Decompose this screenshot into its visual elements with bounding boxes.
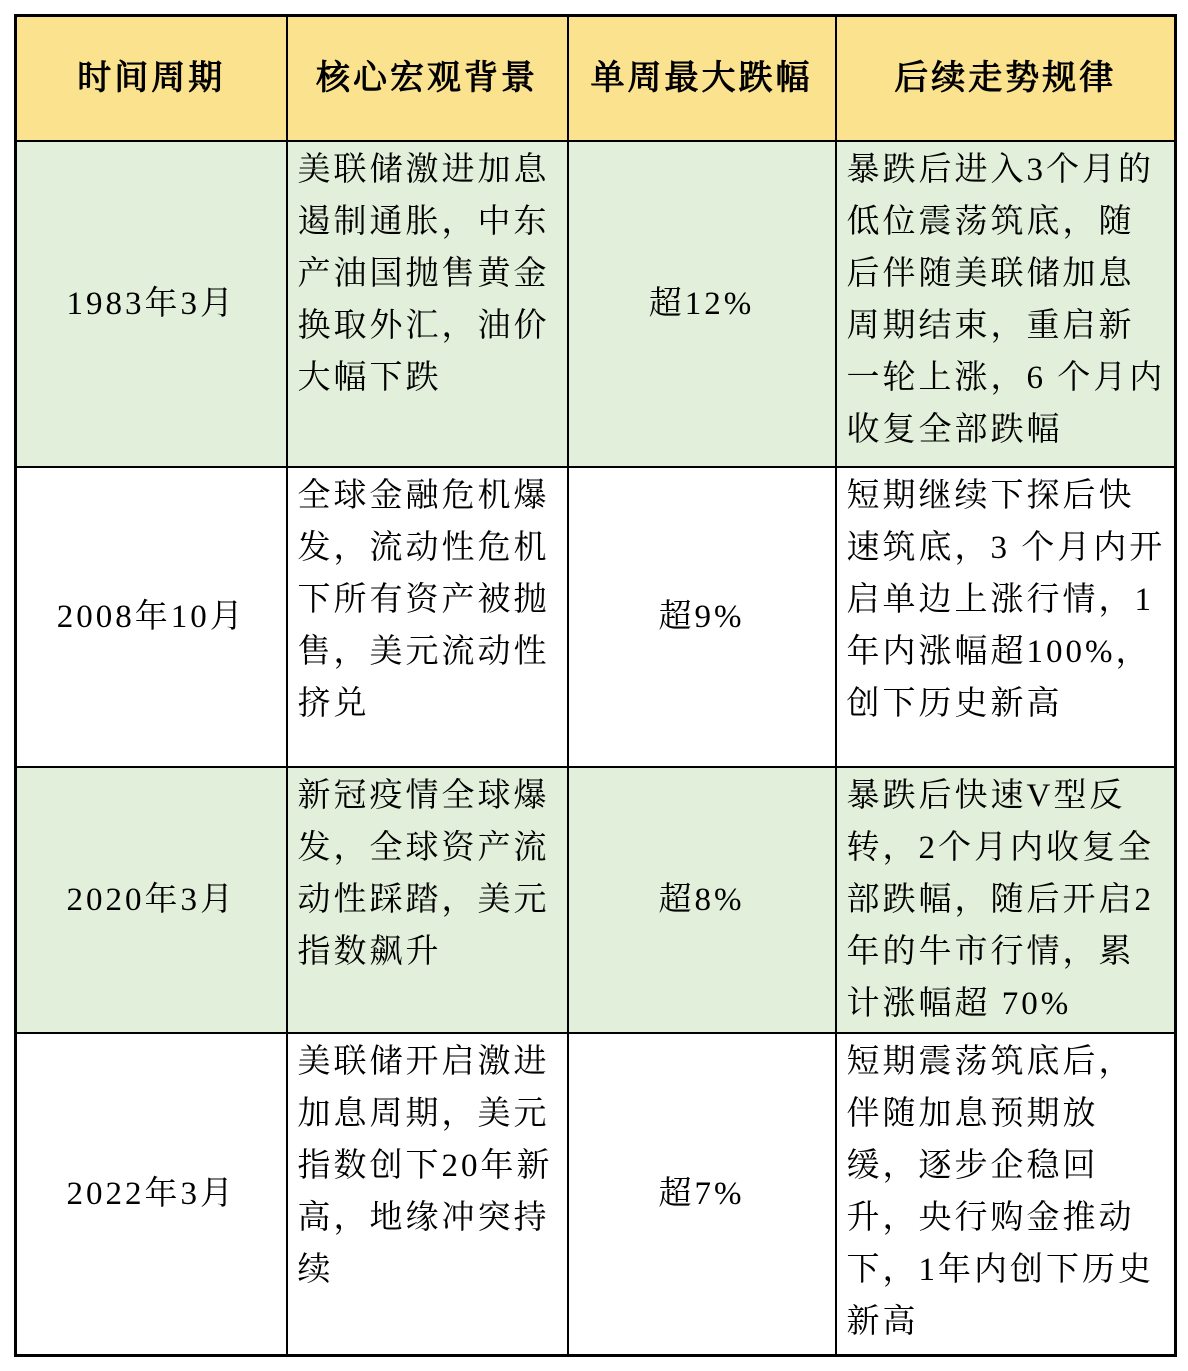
cell-period: 2008年10月 — [16, 467, 287, 767]
cell-period: 1983年3月 — [16, 141, 287, 467]
cell-trend: 短期继续下探后快速筑底，3 个月内开启单边上涨行情，1 年内涨幅超100%，创下历史新高 — [836, 467, 1176, 767]
cell-trend: 暴跌后进入3个月的低位震荡筑底，随后伴随美联储加息周期结束，重启新一轮上涨，6 个月内收复全部跌幅 — [836, 141, 1176, 467]
cell-trend: 短期震荡筑底后，伴随加息预期放缓，逐步企稳回升，央行购金推动下，1年内创下历史新高 — [836, 1033, 1176, 1355]
header-row — [16, 16, 1176, 142]
gold-crash-history-table — [14, 14, 1177, 1357]
cell-max-drop: 超12% — [568, 141, 836, 467]
cell-macro-background: 美联储激进加息遏制通胀，中东产油国抛售黄金换取外汇，油价大幅下跌 — [287, 141, 568, 467]
cell-max-drop: 超7% — [568, 1033, 836, 1355]
cell-trend: 暴跌后快速V型反转，2个月内收复全部跌幅，随后开启2年的牛市行情，累计涨幅超 70% — [836, 767, 1176, 1033]
header-macro-background: 核心宏观背景 — [287, 16, 568, 142]
table-row — [16, 767, 1176, 1033]
table-row — [16, 141, 1176, 467]
cell-period: 2020年3月 — [16, 767, 287, 1033]
cell-macro-background: 新冠疫情全球爆发，全球资产流动性踩踏，美元指数飙升 — [287, 767, 568, 1033]
cell-macro-background: 全球金融危机爆发，流动性危机下所有资产被抛售，美元流动性挤兑 — [287, 467, 568, 767]
cell-macro-background: 美联储开启激进加息周期，美元指数创下20年新高，地缘冲突持续 — [287, 1033, 568, 1355]
header-time-period: 时间周期 — [16, 16, 287, 142]
header-subsequent-trend: 后续走势规律 — [836, 16, 1176, 142]
table-row — [16, 467, 1176, 767]
header-max-weekly-drop: 单周最大跌幅 — [568, 16, 836, 142]
cell-period: 2022年3月 — [16, 1033, 287, 1355]
cell-max-drop: 超9% — [568, 467, 836, 767]
table-row — [16, 1033, 1176, 1355]
cell-max-drop: 超8% — [568, 767, 836, 1033]
